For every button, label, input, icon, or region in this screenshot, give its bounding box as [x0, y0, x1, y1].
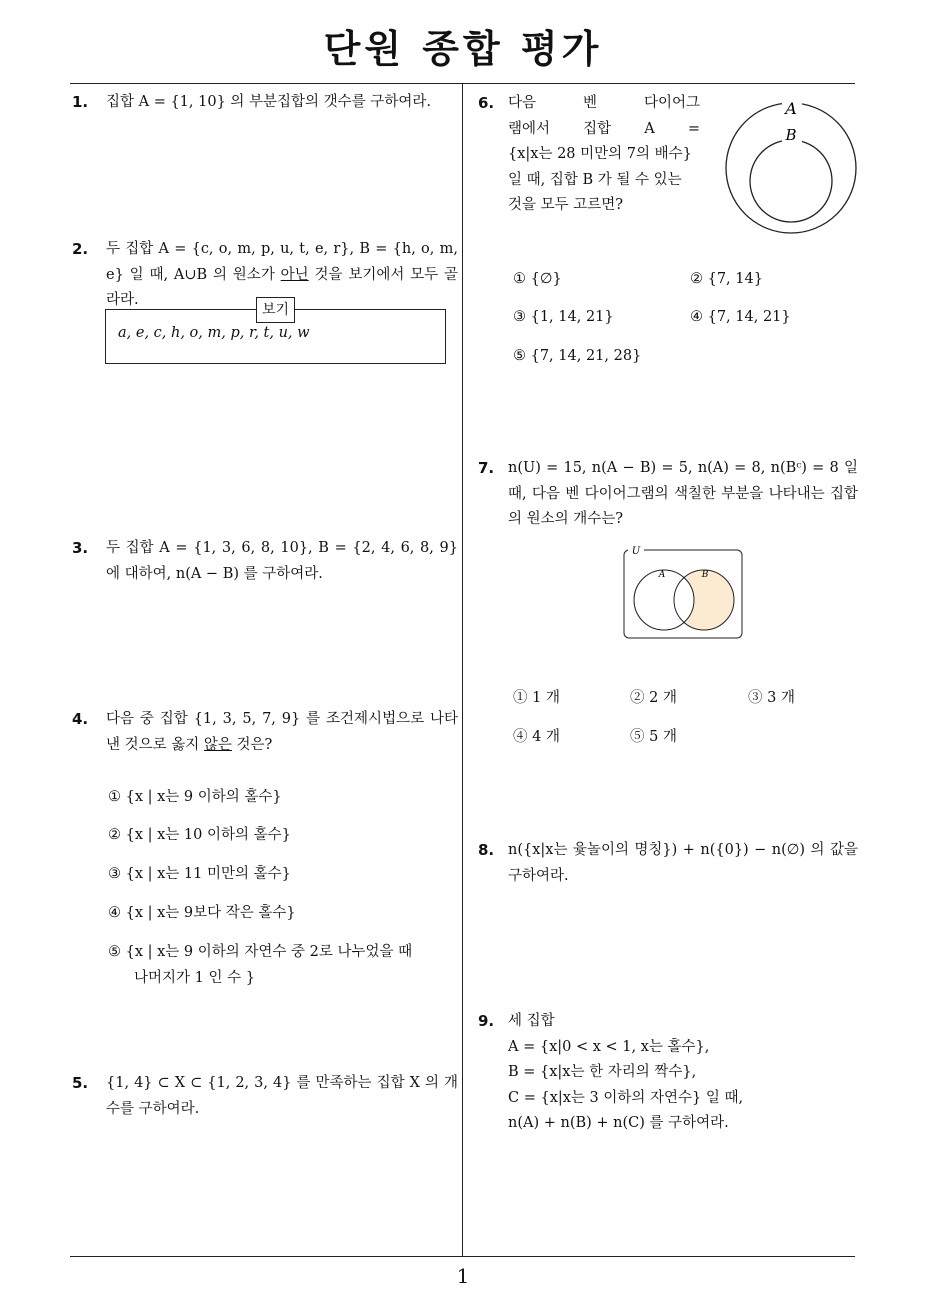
question-4 [72, 707, 458, 758]
underlined-word: 않은 [203, 736, 232, 753]
question-text: {1, 4} ⊂ X ⊂ {1, 2, 3, 4} 를 만족하는 집합 X 의 개수를 구하여라. [106, 1075, 458, 1117]
question-text: n({x|x는 윷놀이의 명칭}) + n({0}) − n(∅) 의 값을 구하여라. [508, 842, 858, 884]
question-number: 7. [478, 459, 495, 477]
question-text: n(U) = 15, n(A − B) = 5, n(A) = 8, n(Bᶜ) = 8 일 때, 다음 벤 다이어그램의 색칠한 부분을 나타내는 집합의 원소의 개수는? [508, 460, 858, 527]
question-text-line: {x|x는 28 미만의 7의 배수} [508, 146, 692, 162]
universe-label: U [631, 546, 641, 557]
q4-option-4[interactable]: ④ {x | x는 9보다 작은 홀수} [108, 905, 296, 921]
set-b-label: B [701, 570, 709, 580]
question-5 [72, 1071, 458, 1122]
question-number: 5. [72, 1074, 89, 1092]
underlined-word: 아닌 [280, 266, 309, 283]
q7-venn-diagram [620, 540, 746, 644]
question-number: 4. [72, 710, 89, 728]
q7-option-1[interactable]: ① 1 개 [513, 690, 560, 706]
question-number: 3. [72, 539, 89, 557]
set-a-label: A [785, 99, 797, 118]
question-text-line: 다음 벤 다이어그 [508, 95, 700, 111]
bottom-rule [70, 1256, 855, 1257]
set-b-label: B [785, 126, 797, 144]
question-8 [478, 838, 858, 889]
question-text-line: B = {x|x는 한 자리의 짝수}, [508, 1064, 697, 1080]
q4-option-1[interactable]: ① {x | x는 9 이하의 홀수} [108, 789, 282, 805]
question-text-line: 세 집합 [508, 1013, 555, 1029]
q6-option-5[interactable]: ⑤ {7, 14, 21, 28} [513, 348, 642, 364]
question-1 [72, 90, 458, 116]
page-title: 단원 종합 평가 [323, 27, 603, 71]
question-text-line: 일 때, 집합 B 가 될 수 있는 [508, 171, 682, 188]
question-number: 2. [72, 240, 89, 258]
set-b-circle [750, 140, 832, 222]
set-a-label: A [658, 570, 666, 580]
q7-option-2[interactable]: ② 2 개 [630, 690, 677, 706]
column-divider [462, 83, 463, 1256]
bogi-content: a, e, c, h, o, m, p, r, t, u, w [118, 325, 310, 341]
q7-option-4[interactable]: ④ 4 개 [513, 729, 560, 745]
q6-venn-diagram [722, 93, 862, 235]
question-text-line: C = {x|x는 3 이하의 자연수} 일 때, [508, 1089, 744, 1106]
q4-option-2[interactable]: ② {x | x는 10 이하의 홀수} [108, 827, 291, 843]
question-text-line: n(A) + n(B) + n(C) 를 구하여라. [508, 1115, 729, 1131]
q6-option-4[interactable]: ④ {7, 14, 21} [690, 309, 791, 325]
bogi-label: 보기 [256, 297, 295, 323]
question-text: 두 집합 A = {1, 3, 6, 8, 10}, B = {2, 4, 6, 8, 9} 에 대하여, n(A − B) 를 구하여라. [106, 540, 458, 582]
q6-option-1[interactable]: ① {∅} [513, 271, 562, 287]
q6-option-3[interactable]: ③ {1, 14, 21} [513, 309, 614, 325]
page-number: 1 [456, 1264, 470, 1288]
set-a-circle [726, 103, 856, 233]
question-number: 8. [478, 841, 495, 859]
question-text: 다음 중 집합 {1, 3, 5, 7, 9} 를 조건제시법으로 나타낸 것으로 옳지 않은 것은? [106, 711, 458, 753]
q4-option-3[interactable]: ③ {x | x는 11 미만의 홀수} [108, 866, 291, 882]
question-text: 집합 A = {1, 10} 의 부분집합의 갯수를 구하여라. [106, 94, 431, 110]
question-text-line: A = {x|0 < x < 1, x는 홀수}, [508, 1038, 710, 1055]
q4-option-5-cont: 나머지가 1 인 수 } [134, 970, 255, 986]
q4-option-5[interactable]: ⑤ {x | x는 9 이하의 자연수 중 2로 나누었을 때 [108, 944, 413, 960]
question-number: 6. [478, 94, 495, 112]
question-text-line: 램에서 집합 A = [508, 120, 700, 137]
q7-option-3[interactable]: ③ 3 개 [748, 690, 795, 706]
question-7 [478, 456, 858, 533]
question-text: 두 집합 A = {c, o, m, p, u, t, e, r}, B = {h, o, m, e} 일 때, A∪B 의 원소가 아닌 것을 보기에서 모두 골라라. [106, 241, 459, 308]
question-number: 1. [72, 93, 89, 111]
q7-option-5[interactable]: ⑤ 5 개 [630, 729, 677, 745]
question-3 [72, 536, 458, 587]
q6-option-2[interactable]: ② {7, 14} [690, 271, 763, 287]
question-text-line: 것을 모두 고르면? [508, 197, 624, 213]
question-9 [478, 1009, 858, 1137]
question-number: 9. [478, 1012, 495, 1030]
question-6 [478, 91, 708, 219]
